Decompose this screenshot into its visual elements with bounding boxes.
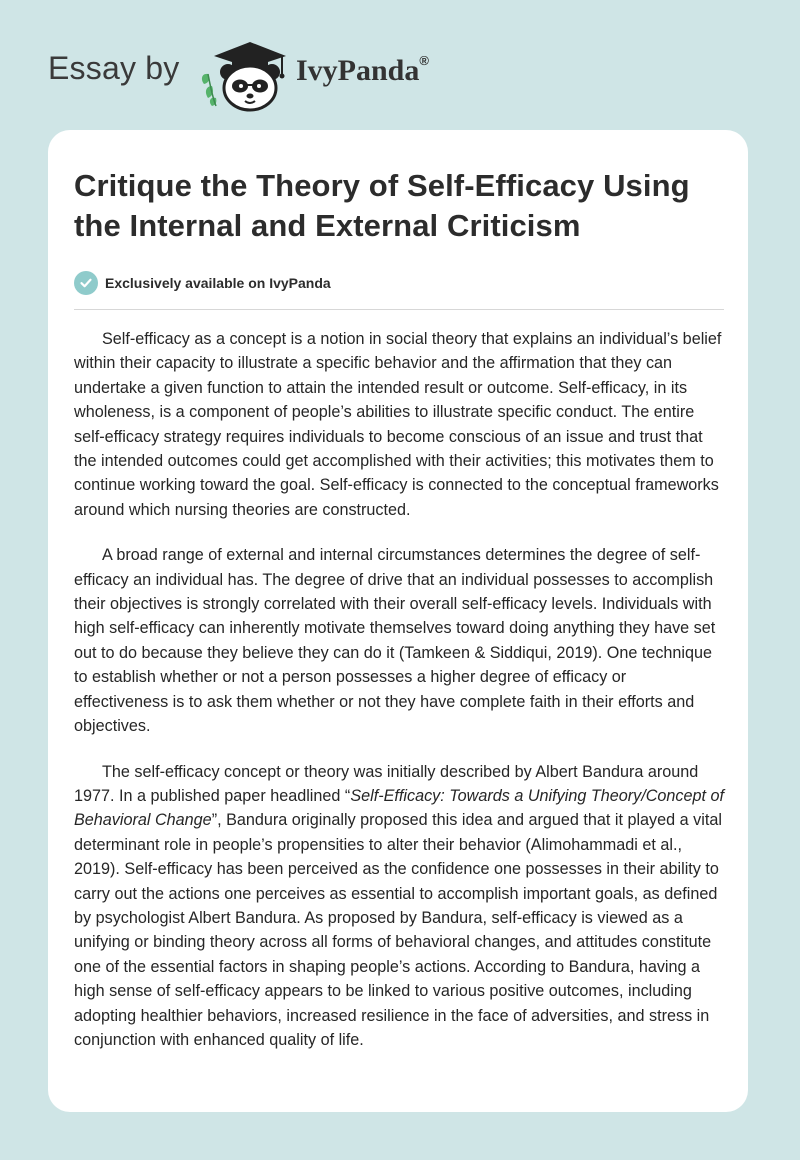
paragraph-2: A broad range of external and internal circumstances determines the degree of self-efficacy an individual has. The degree of drive that an individual possesses to accomplish their objectives is strongly correlated with their overall self-efficacy levels. Individuals with high self-efficacy can inherently motivate themselves toward doing anything they have set out to do because they believe they can do it (Tamkeen & Siddiqui, 2019). One technique to establish whether or not a person possesses a higher degree of efficacy or effectiveness is to ask them whether or not they have complete faith in their efforts and objectives. bbox=[74, 546, 716, 736]
registered-mark: ® bbox=[419, 53, 429, 68]
check-circle-icon bbox=[74, 271, 98, 295]
essay-card bbox=[48, 130, 748, 1112]
cited-paper-title: Self-Efficacy: Towards a Unifying Theory/Concept of Behavioral Change bbox=[74, 786, 724, 830]
paragraph-3-text-a: The self-efficacy concept or theory was initially described by Albert Bandura around 1977. In a published paper headlined “ bbox=[74, 762, 699, 805]
divider bbox=[74, 309, 724, 310]
panda-graduate-icon[interactable] bbox=[198, 36, 294, 112]
site-header bbox=[0, 0, 800, 130]
essay-body bbox=[74, 327, 724, 1052]
ivypanda-brand[interactable] bbox=[296, 54, 429, 88]
exclusive-label: Exclusively available on IvyPanda bbox=[105, 275, 331, 291]
brand-name-text: IvyPanda bbox=[296, 54, 420, 87]
paragraph-3 bbox=[74, 760, 724, 1053]
essay-content bbox=[74, 166, 724, 1073]
page-title: Critique the Theory of Self-Efficacy Using the Internal and External Criticism bbox=[74, 168, 690, 243]
exclusive-badge bbox=[74, 270, 724, 296]
paragraph-3-text-b: ”, Bandura originally proposed this idea and argued that it played a vital determinant role in people’s propensities to alter their behavior (Alimohammadi et al., 2019). Self-efficacy has been perceived as the confidence one possesses in their ability to carry out the actions one perceives as essential to accomplish important goals, as defined by psychologist Albert Bandura. As proposed by Bandura, self-efficacy is viewed as a unifying or binding theory across all forms of behavioral changes, and attitudes constitute one of the essential factors in shaping people’s actions. According to Bandura, having a high sense of self-efficacy appears to be linked to various positive outcomes, including adopting healthier behaviors, increased resilience in the face of adversities, and stress in conjunction with enhanced quality of life. bbox=[74, 811, 722, 1049]
paragraph-1: Self-efficacy as a concept is a notion in social theory that explains an individual’s belief within their capacity to illustrate a specific behavior and the affirmation that they can undertake a given function to attain the intended result or outcome. Self-efficacy, in its wholeness, is a component of people’s abilities to illustrate specific conduct. The entire self-efficacy strategy requires individuals to become conscious of an issue and trust that the intended outcomes could get accomplished with their activities; this motivates them to continue working toward the goal. Self-efficacy is connected to the conceptual frameworks around which nursing theories are constructed. bbox=[74, 330, 722, 519]
essay-by-label: Essay by bbox=[48, 50, 180, 86]
